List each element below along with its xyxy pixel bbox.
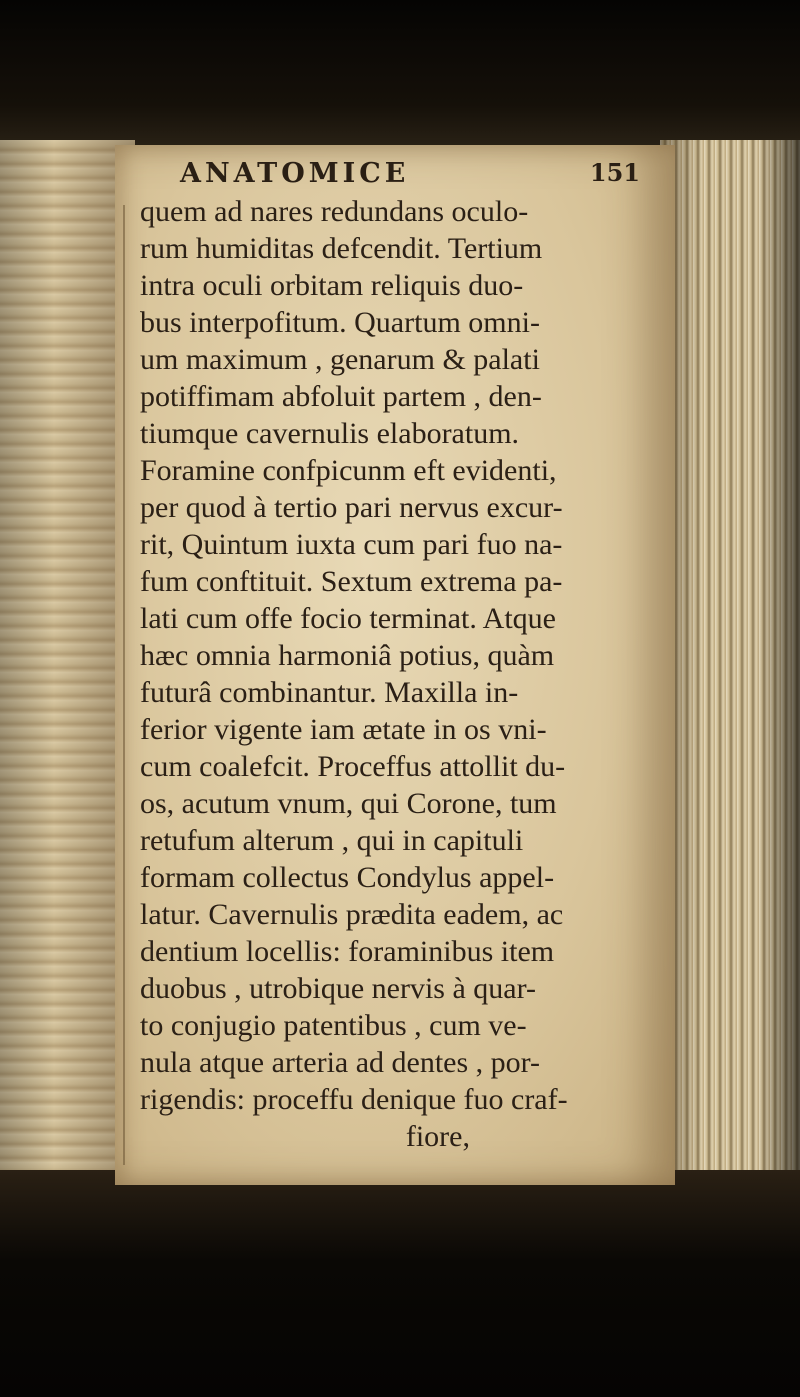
text-line: ferior vigente iam ætate in os vni-: [140, 713, 547, 746]
text-line: per quod à tertio pari nervus excur-: [140, 491, 563, 524]
text-line: nula atque arteria ad dentes , por-: [140, 1046, 541, 1079]
page-header: [180, 158, 640, 196]
text-line: fum conftituit. Sextum extrema pa-: [140, 565, 563, 598]
text-line: dentium locellis: foraminibus item: [140, 935, 555, 968]
text-line: rigendis: proceffu denique fuo craf-: [140, 1083, 568, 1116]
background-top: [0, 0, 800, 150]
text-line: potiffimam abfoluit partem , den-: [140, 380, 542, 413]
text-line: bus interpofitum. Quartum omni-: [140, 306, 540, 339]
text-line: hæc omnia harmoniâ potius, quàm: [140, 639, 555, 672]
text-line: tiumque cavernulis elaboratum.: [140, 417, 520, 450]
text-line: um maximum , genarum & palati: [140, 343, 540, 376]
text-line: formam collectus Condylus appel-: [140, 861, 555, 894]
background-bottom: [0, 1170, 800, 1397]
page-number: 151: [589, 158, 640, 187]
text-line: duobus , utrobique nervis à quar-: [140, 972, 536, 1005]
catchword: fiore,: [405, 1120, 470, 1153]
text-line: to conjugio patentibus , cum ve-: [140, 1009, 527, 1042]
running-head: ANATOMICE: [180, 158, 410, 189]
text-line: cum coalefcit. Proceffus attollit du-: [140, 750, 566, 783]
text-line: lati cum offe focio terminat. Atque: [140, 602, 556, 635]
text-line: Foramine confpicunm eft evidenti,: [140, 454, 557, 487]
book-right-page-edges: [660, 140, 800, 1180]
margin-rule: [123, 205, 125, 1165]
text-line: latur. Cavernulis prædita eadem, ac: [140, 898, 564, 931]
text-line: retufum alterum , qui in capituli: [140, 824, 524, 857]
text-line: rit, Quintum iuxta cum pari fuo na-: [140, 528, 563, 561]
text-line: quem ad nares redundans oculo-: [140, 195, 529, 228]
right-edge-shading: [660, 140, 800, 1180]
text-line: rum humiditas defcendit. Tertium: [140, 232, 543, 265]
text-line: os, acutum vnum, qui Corone, tum: [140, 787, 557, 820]
body-text: [140, 193, 670, 1155]
text-line: intra oculi orbitam reliquis duo-: [140, 269, 524, 302]
text-line: futurâ combinantur. Maxilla in-: [140, 676, 519, 709]
